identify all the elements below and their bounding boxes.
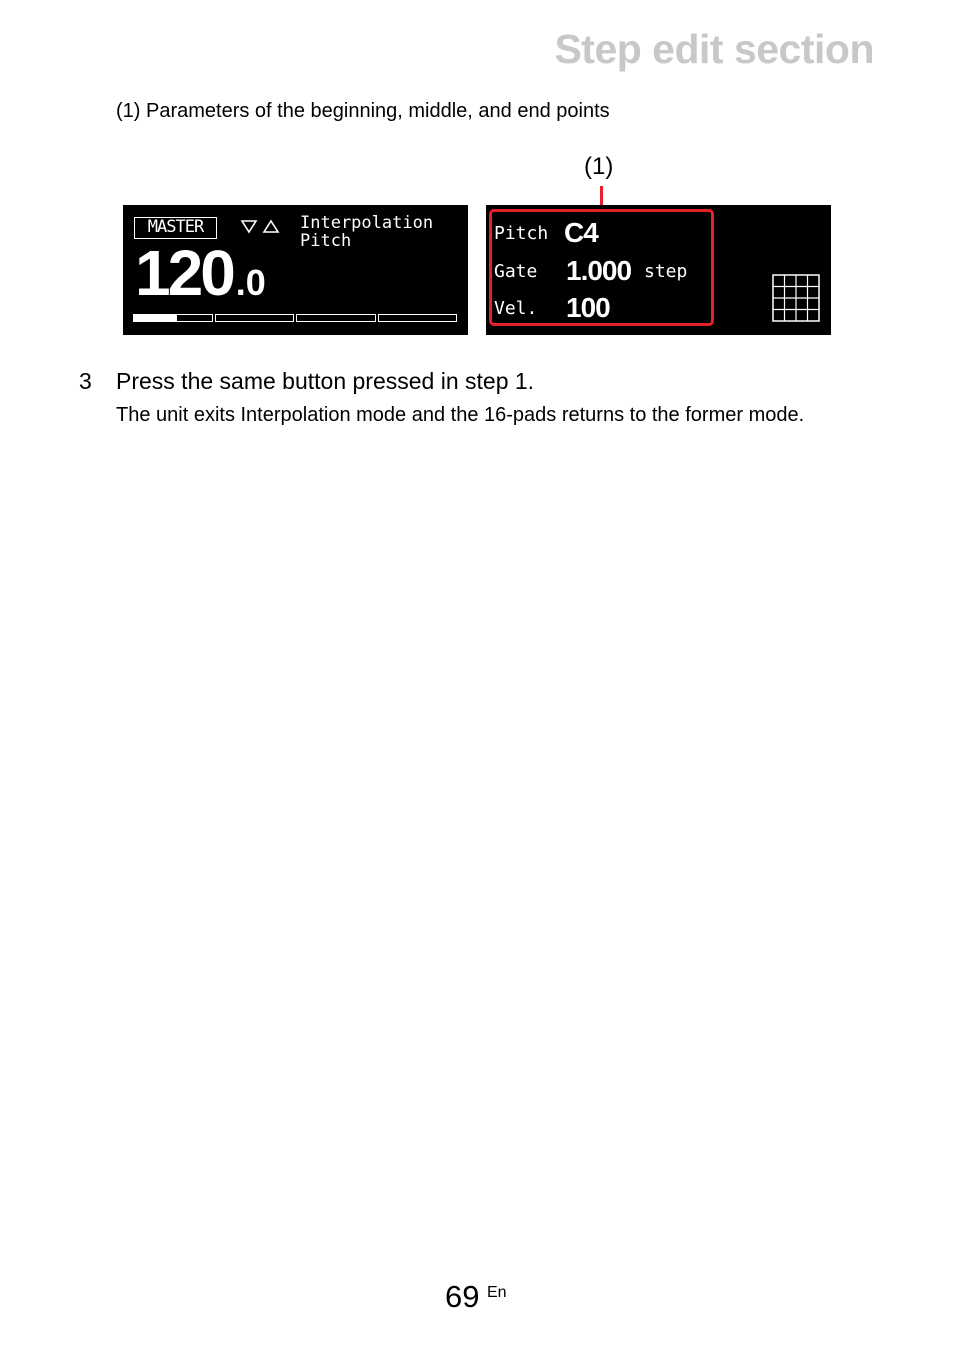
position-bar-fill [134, 315, 177, 321]
param-name: Gate [494, 261, 538, 282]
triangle-up-icon [264, 221, 278, 232]
tempo-integer: 120 [135, 237, 233, 309]
step-number: 3 [79, 368, 92, 394]
mode-line-interpolation: Interpolation [300, 213, 434, 233]
figure-caption: (1) Parameters of the beginning, middle, and end points [116, 100, 610, 122]
mode-label [300, 214, 433, 250]
position-bar-segment [378, 314, 458, 322]
display-screen-master [123, 205, 468, 335]
step-detail: The unit exits Interpolation mode and the 16-pads returns to the former mode. [116, 404, 805, 426]
tempo-readout [135, 237, 266, 309]
position-bar-segment [296, 314, 376, 322]
tempo-decimal: .0 [235, 262, 266, 303]
page-language: En [487, 1284, 507, 1301]
param-name: Pitch [494, 223, 549, 244]
param-value: C4 [564, 217, 598, 248]
pad-grid-icon [772, 274, 820, 322]
position-bar-segment [215, 314, 295, 322]
position-bar [133, 314, 457, 324]
position-bar-segment [133, 314, 213, 322]
mode-line-pitch: Pitch [300, 231, 352, 251]
param-value: 1.000 [566, 255, 632, 286]
page-number: 69 [445, 1279, 480, 1314]
section-title: Step edit section [554, 26, 874, 72]
up-down-arrows-icon [240, 217, 282, 235]
param-unit: step [644, 261, 688, 282]
triangle-down-icon [242, 221, 256, 232]
display-screen-params [486, 205, 831, 335]
param-value: 100 [566, 292, 610, 323]
step-text: Press the same button pressed in step 1. [116, 368, 535, 394]
master-badge: MASTER [134, 217, 217, 239]
callout-label: (1) [584, 153, 614, 180]
param-name: Vel. [494, 298, 538, 319]
